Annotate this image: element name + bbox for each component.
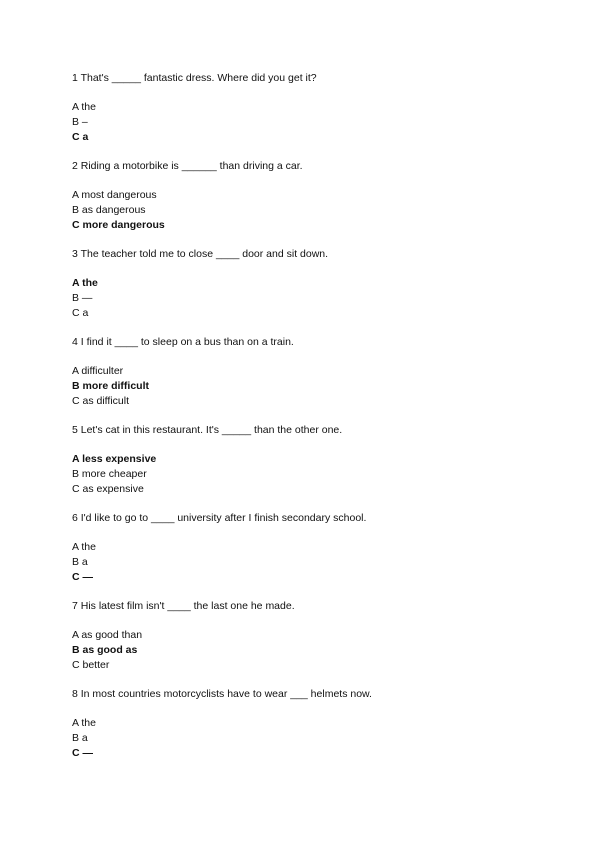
question-block (72, 599, 372, 687)
answer-option: C better (72, 658, 110, 671)
question-block (72, 71, 372, 159)
question-text: 6 I'd like to go to ____ university after I finish secondary school. (72, 512, 367, 524)
question-block (72, 159, 372, 247)
question-text: 3 The teacher told me to close ____ door and sit down. (72, 248, 329, 260)
answer-option: C as expensive (72, 482, 144, 495)
correct-answer-option: C — (72, 746, 93, 759)
answer-option: A as good than (72, 629, 143, 642)
answer-option: B more cheaper (72, 467, 147, 480)
question-text: 8 In most countries motorcyclists have to wear ___ helmets now. (72, 688, 372, 700)
answer-option: A most dangerous (72, 189, 157, 202)
correct-answer-option: C more dangerous (72, 218, 165, 231)
document-page (72, 71, 372, 775)
question-block (72, 335, 372, 423)
question-block (72, 511, 372, 599)
answer-option: B – (72, 115, 88, 128)
question-text: 2 Riding a motorbike is ______ than driving a car. (72, 160, 303, 172)
correct-answer-option: B more difficult (72, 379, 150, 392)
answer-option: B as dangerous (72, 203, 146, 216)
question-text: 4 I find it ____ to sleep on a bus than on a train. (72, 336, 294, 348)
answer-option: A difficulter (72, 365, 124, 378)
correct-answer-option: A less expensive (72, 453, 157, 466)
question-block (72, 247, 372, 335)
answer-option: A the (72, 541, 96, 554)
question-text: 7 His latest film isn't ____ the last one he made. (72, 600, 295, 612)
question-text: 1 That's _____ fantastic dress. Where did you get it? (72, 72, 317, 84)
correct-answer-option: C — (72, 570, 93, 583)
question-block (72, 423, 372, 511)
answer-option: B a (72, 731, 88, 744)
correct-answer-option: B as good as (72, 643, 138, 656)
correct-answer-option: A the (72, 277, 98, 290)
answer-option: C a (72, 306, 89, 319)
question-block (72, 687, 372, 775)
answer-option: B — (72, 291, 93, 304)
answer-option: A the (72, 101, 96, 114)
correct-answer-option: C a (72, 130, 89, 143)
answer-option: A the (72, 717, 96, 730)
answer-option: B a (72, 555, 88, 568)
answer-option: C as difficult (72, 394, 129, 407)
question-text: 5 Let's cat in this restaurant. It's _____ than the other one. (72, 424, 343, 436)
